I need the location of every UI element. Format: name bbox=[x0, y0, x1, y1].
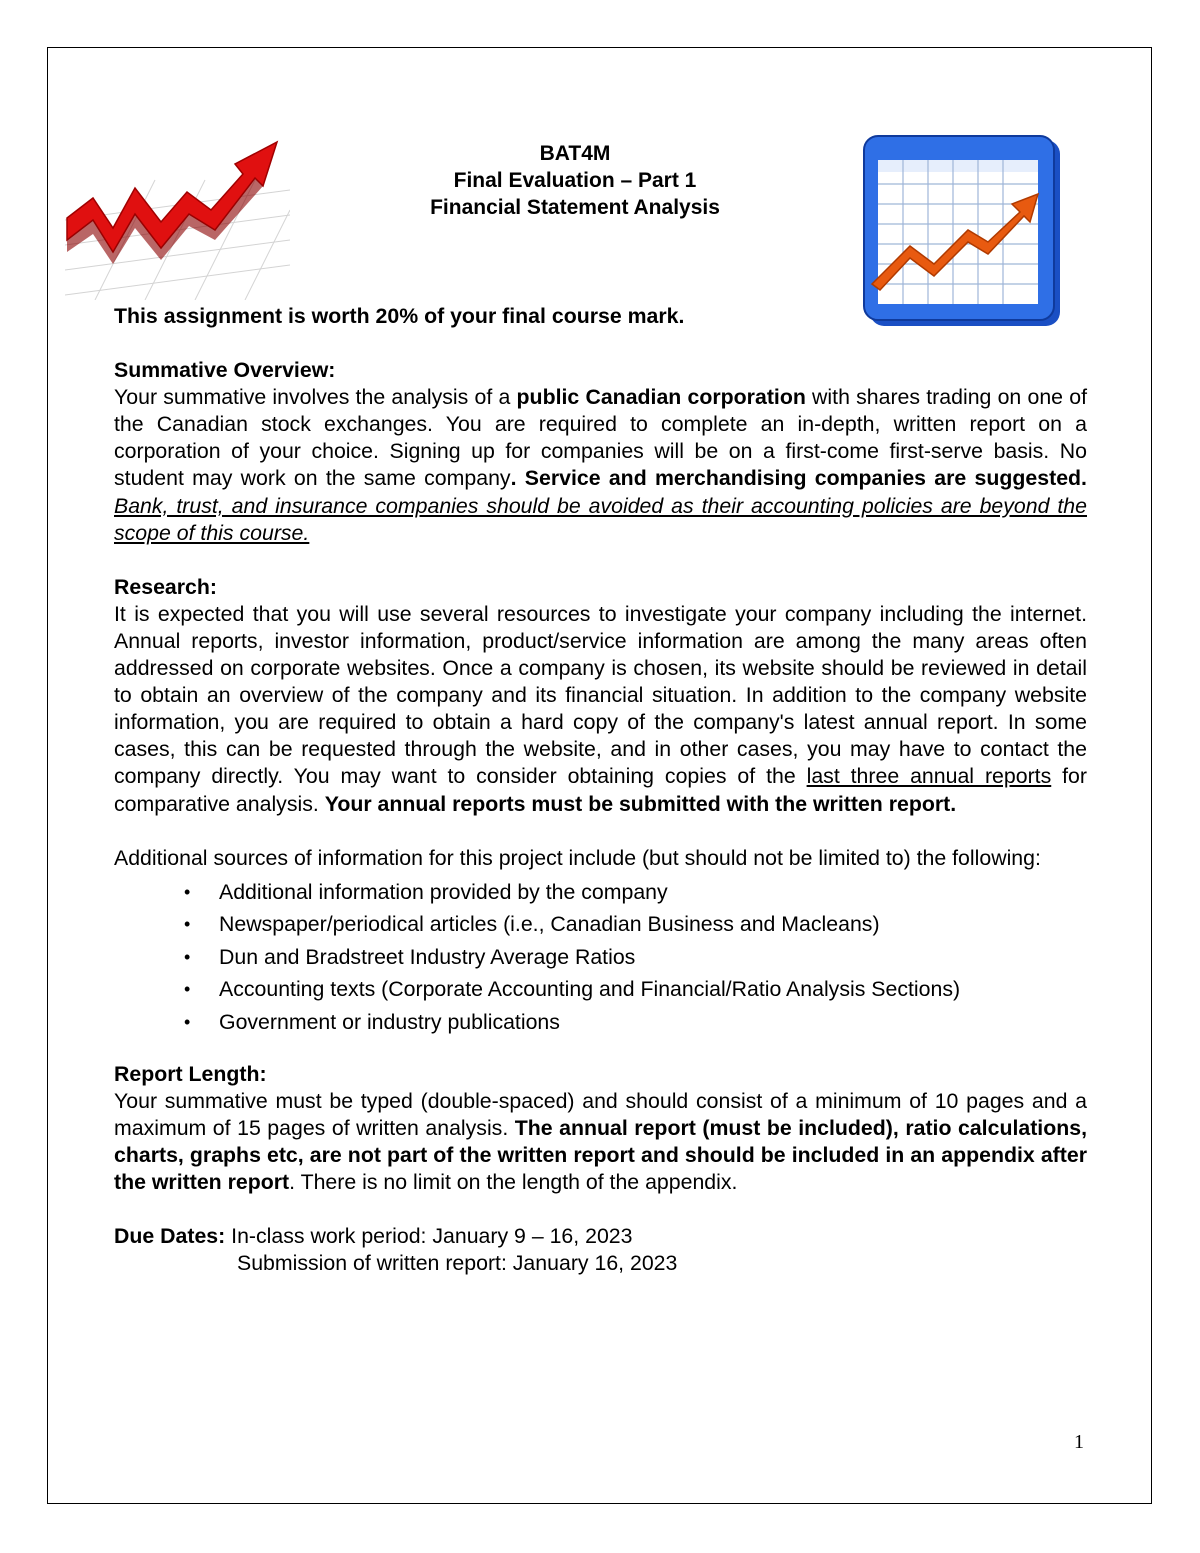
list-item: • Dun and Bradstreet Industry Average Ratios bbox=[184, 944, 636, 969]
page-number: 1 bbox=[1074, 1431, 1084, 1453]
list-item: • Additional information provided by the company bbox=[184, 879, 668, 904]
document-header bbox=[360, 140, 790, 221]
list-item: • Government or industry publications bbox=[184, 1010, 560, 1035]
research-paragraph: It is expected that you will use several resources to investigate your company including the internet. Annual reports, investor information, product/service information are among the many areas often addressed on corporate websites. Once a company is chosen, its website should be reviewed in detail to obtain an overview of the company and its financial situation. In addition to the company website information, you are required to obtain a hard copy of the company's latest annual report. In some cases, this can be requested through the website, and in other cases, you may have to contact the company directly. You may want to consider obtaining copies of the last three annual reports for comparative analysis. Your annual reports must be submitted with the written report. bbox=[114, 601, 1087, 816]
document-subtitle: Financial Statement Analysis bbox=[430, 196, 720, 219]
rising-arrow-chart-icon bbox=[65, 140, 290, 300]
list-item: • Newspaper/periodical articles (i.e., Canadian Business and Macleans) bbox=[184, 912, 880, 937]
framed-line-chart-icon bbox=[858, 134, 1078, 330]
overview-paragraph: Your summative involves the analysis of a public Canadian corporation with shares trading on one of the Canadian stock exchanges. You are required to complete an in-depth, written report on a corporation of your choice. Signing up for companies will be on a first-come first-serve basis. No student may work on the same company. Service and merchandising companies are suggested. Bank, trust, and insurance companies should be avoided as their accounting policies are beyond the scope of this course. bbox=[114, 385, 1087, 545]
course-code: BAT4M bbox=[539, 142, 611, 165]
sources-intro: Additional sources of information for this project include (but should not be limited to) the following: bbox=[114, 845, 1041, 870]
list-item: • Accounting texts (Corporate Accounting and Financial/Ratio Analysis Sections) bbox=[184, 977, 961, 1002]
length-paragraph: Your summative must be typed (double-spaced) and should consist of a minimum of 10 pages and a maximum of 15 pages of written analysis. The annual report (must be included), ratio calculations, charts, graphs etc, are not part of the written report and should be included in an appendix after the written report. There is no limit on the length of the appendix. bbox=[114, 1088, 1087, 1195]
due-dates-line-1: Due Dates: In-class work period: January 9 – 16, 2023 bbox=[114, 1224, 633, 1249]
sources-list bbox=[114, 876, 1087, 1039]
length-heading: Report Length: bbox=[114, 1061, 267, 1086]
research-heading: Research: bbox=[114, 574, 217, 599]
overview-heading: Summative Overview: bbox=[114, 358, 336, 383]
worth-statement: This assignment is worth 20% of your final course mark. bbox=[114, 304, 685, 328]
document-title: Final Evaluation – Part 1 bbox=[453, 169, 697, 192]
document-body bbox=[114, 303, 1087, 1277]
due-dates-line-2: Submission of written report: January 16, 2023 bbox=[237, 1251, 678, 1276]
